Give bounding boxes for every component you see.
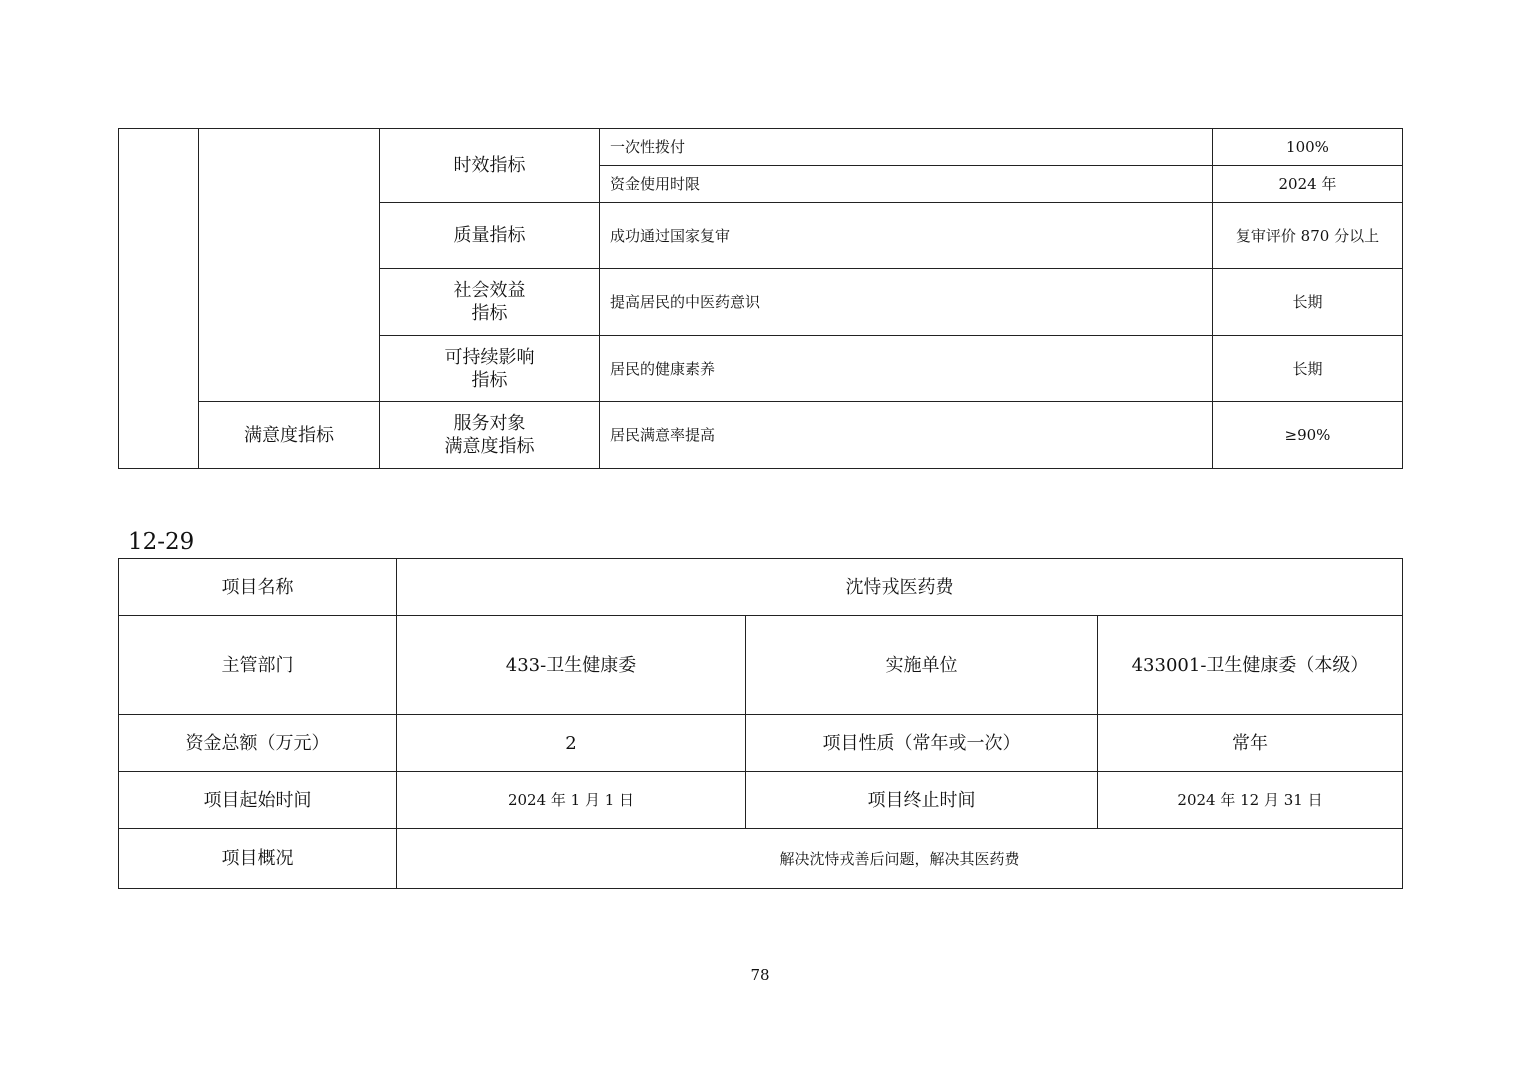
social-benefit-indicator-label: [380, 269, 600, 336]
social-benefit-label-line1: 社会效益: [453, 280, 526, 301]
satisfaction-indicator-content: 居民满意率提高: [600, 402, 1213, 469]
start-time-value: 2024 年 1 月 1 日: [397, 772, 746, 829]
sustainability-indicator-content: 居民的健康素养: [600, 336, 1213, 402]
satisfaction-label-line1: 服务对象: [453, 413, 526, 434]
social-benefit-label-line2: 指标: [471, 303, 508, 324]
department-value: 433-卫生健康委: [397, 616, 746, 715]
project-name-value: 沈恃戎医药费: [397, 559, 1403, 616]
quality-indicator-label: 质量指标: [380, 203, 600, 269]
project-name-label: 项目名称: [119, 559, 397, 616]
project-nature-label: 项目性质（常年或一次）: [746, 715, 1098, 772]
project-overview-label: 项目概况: [119, 829, 397, 889]
sustainability-indicator-label: [380, 336, 600, 402]
satisfaction-label-line2: 满意度指标: [444, 436, 535, 457]
time-indicator-value-2: 2024 年: [1213, 166, 1403, 203]
satisfaction-group-label: 满意度指标: [199, 402, 380, 469]
satisfaction-indicator-label: [380, 402, 600, 469]
time-indicator-value-1: 100%: [1213, 129, 1403, 166]
social-benefit-indicator-value: 长期: [1213, 269, 1403, 336]
total-funds-label: 资金总额（万元）: [119, 715, 397, 772]
project-nature-value: 常年: [1098, 715, 1403, 772]
project-overview-value: 解决沈恃戎善后问题，解决其医药费: [397, 829, 1403, 889]
blank-level2-cell: [199, 129, 380, 402]
end-time-label: 项目终止时间: [746, 772, 1098, 829]
page-number: 78: [750, 966, 770, 984]
time-indicator-content-2: 资金使用时限: [600, 166, 1213, 203]
total-funds-value: 2: [397, 715, 746, 772]
project-info-table: [118, 558, 1403, 889]
quality-indicator-content: 成功通过国家复审: [600, 203, 1213, 269]
performance-indicator-table: [118, 128, 1403, 469]
blank-level1-cell: [119, 129, 199, 469]
implementing-unit-label: 实施单位: [746, 616, 1098, 715]
social-benefit-indicator-content: 提高居民的中医药意识: [600, 269, 1213, 336]
time-indicator-label: 时效指标: [380, 129, 600, 203]
satisfaction-indicator-value: ≥90%: [1213, 402, 1403, 469]
start-time-label: 项目起始时间: [119, 772, 397, 829]
section-id: 12-29: [128, 529, 195, 555]
quality-indicator-value: 复审评价 870 分以上: [1213, 203, 1403, 269]
sustainability-label-line1: 可持续影响: [444, 346, 535, 368]
department-label: 主管部门: [119, 616, 397, 715]
time-indicator-content-1: 一次性拨付: [600, 129, 1213, 166]
end-time-value: 2024 年 12 月 31 日: [1098, 772, 1403, 829]
implementing-unit-value: 433001-卫生健康委（本级）: [1098, 616, 1403, 715]
sustainability-indicator-value: 长期: [1213, 336, 1403, 402]
sustainability-label-line2: 指标: [471, 369, 508, 391]
